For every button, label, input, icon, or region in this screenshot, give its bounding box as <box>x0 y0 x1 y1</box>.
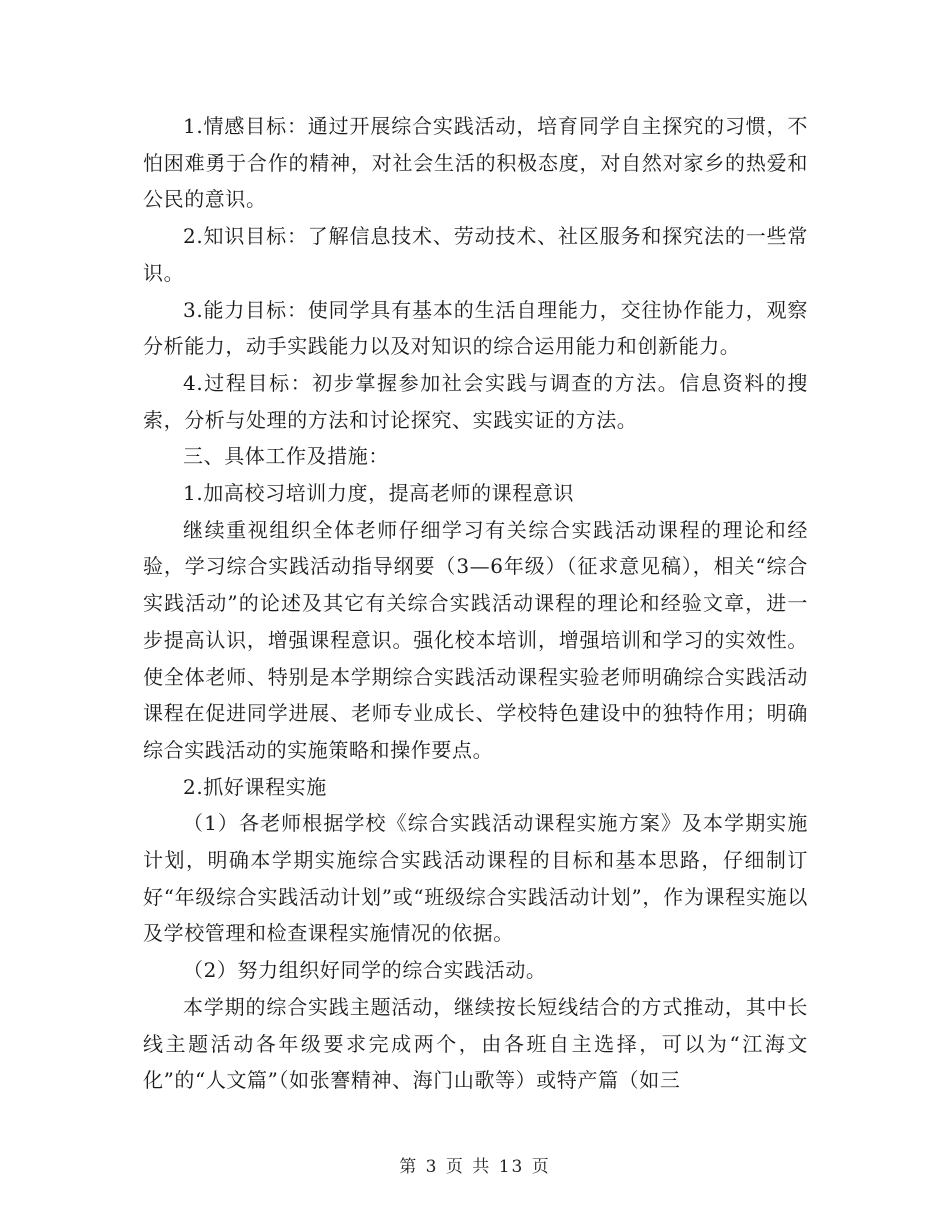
document-body <box>143 108 808 1099</box>
page-footer: 第 3 页 共 13 页 <box>399 1157 551 1177</box>
paragraph-theme-activities: 本学期的综合实践主题活动，继续按长短线结合的方式推动，其中长线主题活动各年级要求完成两个，由各班自主选择，可以为“江海文化”的“人文篇”（如张謇精神、海门山歌等）或特产篇（如三 <box>143 994 808 1093</box>
paragraph-organize-activities: （2）努力组织好同学的综合实践活动。 <box>183 958 547 983</box>
section-heading-measures: 三、具体工作及措施： <box>183 444 389 469</box>
paragraph-knowledge-goal: 2.知识目标：了解信息技术、劳动技术、社区服务和探究法的一些常识。 <box>143 224 808 285</box>
subheading-implementation: 2.抓好课程实施 <box>183 774 327 799</box>
paragraph-implementation-plan: （1）各老师根据学校《综合实践活动课程实施方案》及本学期实施计划，明确本学期实施综合实践活动课程的目标和基本思路，仔细制订好“年级综合实践活动计划”或“班级综合实践活动计划”，作为课程实施以及学校管理和检查课程实施情况的依据。 <box>143 811 808 946</box>
paragraph-process-goal: 4.过程目标：初步掌握参加社会实践与调查的方法。信息资料的搜索，分析与处理的方法和讨论探究、实践实证的方法。 <box>143 370 808 432</box>
paragraph-emotion-goal: 1.情感目标：通过开展综合实践活动，培育同学自主探究的习惯，不怕困难勇于合作的精神，对社会生活的积极态度，对自然对家乡的热爱和公民的意识。 <box>143 114 808 212</box>
paragraph-training-body: 继续重视组织全体老师仔细学习有关综合实践活动课程的理论和经验，学习综合实践活动指导纲要（3—6年级）（征求意见稿），相关“综合实践活动”的论述及其它有关综合实践活动课程的理论和经验文章，进一步提高认识，增强课程意识。强化校本培训，增强培训和学习的实效性。使全体老师、特别是本学期综合实践活动课程实验老师明确综合实践活动课程在促进同学进展、老师专业成长、学校特色建设中的独特作用；明确综合实践活动的实施策略和操作要点。 <box>143 517 808 762</box>
paragraph-ability-goal: 3.能力目标：使同学具有基本的生活自理能力，交往协作能力，观察分析能力，动手实践能力以及对知识的综合运用能力和创新能力。 <box>143 297 808 359</box>
subheading-training: 1.加高校习培训力度，提高老师的课程意识 <box>183 481 575 506</box>
